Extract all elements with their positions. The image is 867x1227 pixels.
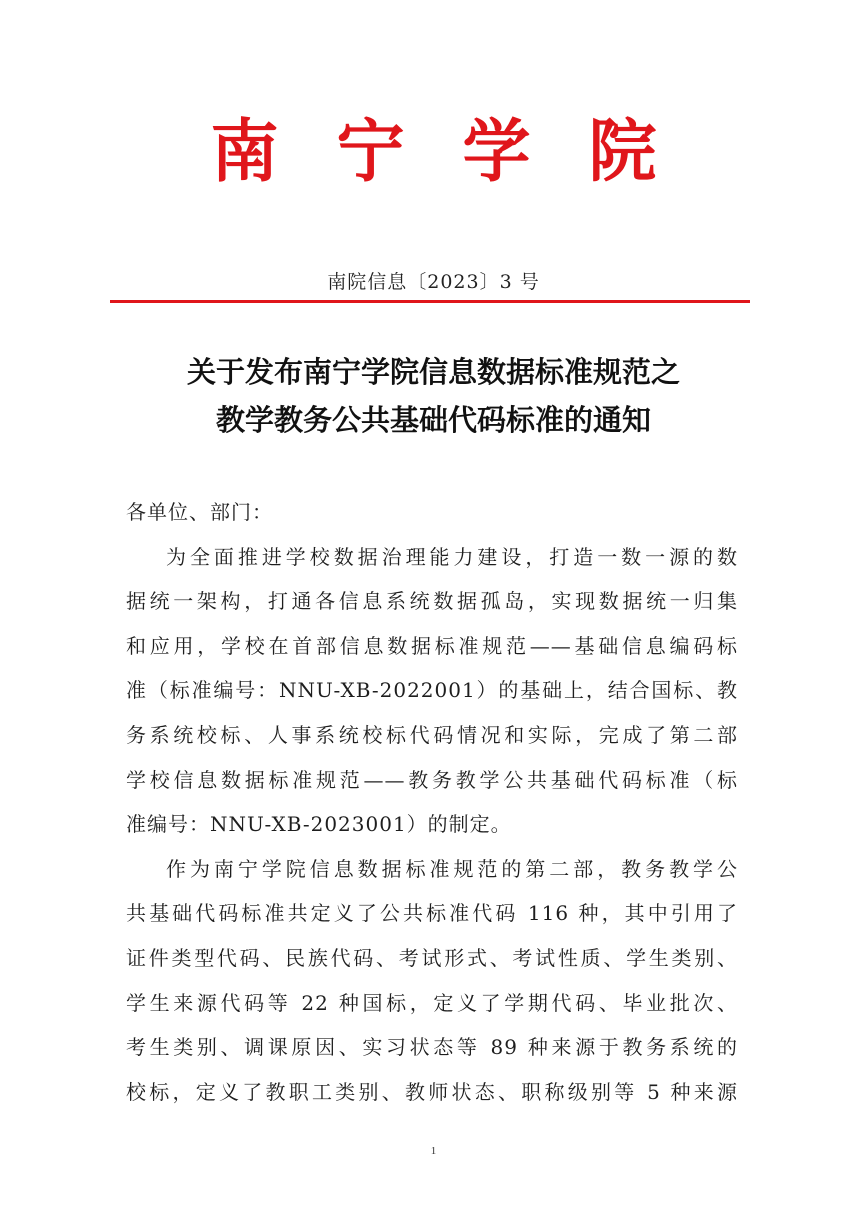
paragraph-line: 准（标准编号：NNU-XB-2022001）的基础上，结合国标、教 [126,678,738,703]
paragraph-line: 学生来源代码等 22 种国标，定义了学期代码、毕业批次、 [126,990,738,1015]
paragraph-line: 学校信息数据标准规范——教务教学公共基础代码标准（标 [126,767,738,792]
notice-title-line-2: 教学教务公共基础代码标准的通知 [215,403,651,437]
paragraph-line: 准编号：NNU-XB-2023001）的制定。 [126,812,512,837]
paragraph-line: 作为南宁学院信息数据标准规范的第二部，教务教学公 [166,856,738,881]
paragraph-line: 考生类别、调课原因、实习状态等 89 种来源于教务系统的 [126,1035,738,1060]
paragraph-line: 校标，定义了教职工类别、教师状态、职称级别等 5 种来源 [126,1079,738,1104]
paragraph-2 [126,847,738,1115]
paragraph-line: 据统一架构，打通各信息系统数据孤岛，实现数据统一归集 [126,589,738,614]
document-number: 南院信息〔2023〕3 号 [327,271,540,293]
notice-title-line-1: 关于发布南宁学院信息数据标准规范之 [186,355,680,389]
notice-title [0,348,867,444]
page-number: 1 [430,1145,437,1157]
paragraph-line: 证件类型代码、民族代码、考试形式、考试性质、学生类别、 [126,945,738,970]
institution-header: 南宁学院 [210,112,715,192]
paragraph-1 [126,535,738,847]
paragraph-line: 共基础代码标准共定义了公共标准代码 116 种，其中引用了 [126,901,738,926]
document-body [126,490,738,1114]
salutation: 各单位、部门： [126,500,273,524]
paragraph-line: 务系统校标、人事系统校标代码情况和实际，完成了第二部 [126,722,738,747]
paragraph-line: 和应用，学校在首部信息数据标准规范——基础信息编码标 [126,633,738,658]
red-divider [110,300,750,303]
paragraph-line: 为全面推进学校数据治理能力建设，打造一数一源的数 [166,544,738,569]
